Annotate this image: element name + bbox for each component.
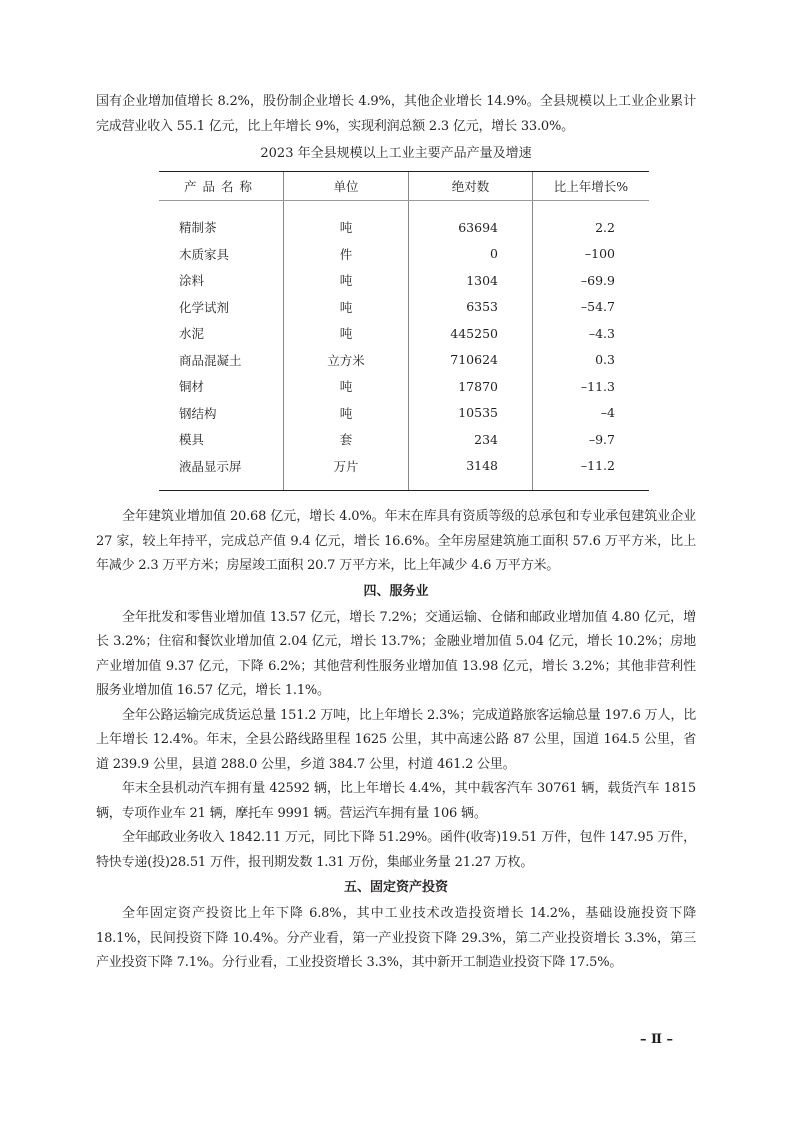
- cell-name: 化学试剂: [179, 299, 230, 315]
- cell-growth: 2.2: [533, 201, 650, 241]
- cell-unit: 吨: [284, 201, 409, 241]
- table-title: 2023 年全县规模以上工业主要产品产量及增速: [260, 146, 532, 161]
- page-number: – Ⅱ –: [640, 1032, 674, 1047]
- cell-unit: 吨: [284, 267, 409, 294]
- cell-absolute: 6353: [409, 294, 533, 321]
- cell-absolute: 710624: [409, 347, 533, 374]
- cell-growth: –69.9: [533, 267, 650, 294]
- table-row: [159, 294, 649, 321]
- cell-growth: –11.3: [533, 373, 650, 400]
- cell-growth: –11.2: [533, 453, 650, 491]
- cell-name: 精制茶: [179, 220, 217, 236]
- document-page: [96, 90, 696, 976]
- cell-name: 模具: [179, 432, 205, 448]
- construction-paragraph: 全年建筑业增加值 20.68 亿元，增长 4.0%。年末在库具有资质等级的总承包和专业承包建筑业企业 27 家，较上年持平，完成总产值 9.4 亿元，增长 16.6%。全年房屋建筑施工面积 57.6 万平方米，比上年减少 2.3 万平方米；房屋竣工面积 20.7 万平方米，比上年减少 4.6 万平方米。: [96, 509, 696, 573]
- cell-absolute: 63694: [409, 201, 533, 241]
- cell-unit: 吨: [284, 320, 409, 347]
- cell-unit: 吨: [284, 400, 409, 427]
- cell-name: 钢结构: [179, 405, 217, 421]
- section-heading-services: 四、服务业: [363, 583, 429, 599]
- table-row: [159, 267, 649, 294]
- cell-absolute: 234: [409, 426, 533, 453]
- cell-unit: 立方米: [284, 347, 409, 374]
- cell-growth: –4.3: [533, 320, 650, 347]
- cell-absolute: 3148: [409, 453, 533, 491]
- header-product-name: 产品名称: [159, 172, 284, 201]
- table-header-row: [159, 172, 649, 201]
- cell-absolute: 17870: [409, 373, 533, 400]
- cell-growth: –54.7: [533, 294, 650, 321]
- table-row: [159, 400, 649, 427]
- vehicles-paragraph: 年末全县机动汽车拥有量 42592 辆，比上年增长 4.4%，其中载客汽车 30761 辆，载货汽车 1815 辆，专项作业车 21 辆，摩托车 9991 辆。营运汽车拥有量 106 辆。: [96, 781, 696, 821]
- services-paragraph: 全年批发和零售业增加值 13.57 亿元，增长 7.2%；交通运输、仓储和邮政业增加值 4.80 亿元，增长 3.2%；住宿和餐饮业增加值 2.04 亿元，增长 13.7%；金融业增加值 5.04 亿元，增长 10.2%；房地产业增加值 9.37 亿元，下降 6.2%；其他营利性服务业增加值 13.98 亿元，增长 3.2%；其他非营利性服务业增加值 16.57 亿元，增长 1.1%。: [96, 609, 696, 698]
- cell-unit: 吨: [284, 294, 409, 321]
- cell-growth: –100: [533, 241, 650, 268]
- investment-paragraph: 全年固定资产投资比上年下降 6.8%，其中工业技术改造投资增长 14.2%，基础设施投资下降 18.1%，民间投资下降 10.4%。分产业看，第一产业投资下降 29.3%，第二产业投资增长 3.3%，第三产业投资下降 7.1%。分行业看，工业投资增长 3.3%，其中新开工制造业投资下降 17.5%。: [96, 906, 696, 970]
- section-heading-investment: 五、固定资产投资: [343, 880, 448, 895]
- cell-absolute: 10535: [409, 400, 533, 427]
- cell-unit: 套: [284, 426, 409, 453]
- cell-unit: 件: [284, 241, 409, 268]
- table-row: [159, 426, 649, 453]
- cell-growth: –4: [533, 400, 650, 427]
- header-growth: 比上年增长%: [533, 172, 650, 201]
- cell-name: 商品混凝土: [179, 352, 242, 368]
- product-output-table: [159, 171, 649, 491]
- header-absolute: 绝对数: [409, 172, 533, 201]
- cell-name: 水泥: [179, 326, 205, 342]
- road-transport-paragraph: 全年公路运输完成货运总量 151.2 万吨，比上年增长 2.3%；完成道路旅客运输总量 197.6 万人，比上年增长 12.4%。年末，全县公路线路里程 1625 公里，其中高速公路 87 公里，国道 164.5 公里，省道 239.9 公里，县道 288.0 公里，乡道 384.7 公里，村道 461.2 公里。: [96, 707, 696, 772]
- table-row: [159, 373, 649, 400]
- cell-name: 铜材: [179, 379, 205, 395]
- cell-absolute: 1304: [409, 267, 533, 294]
- table-row: [159, 201, 649, 241]
- cell-unit: 万片: [284, 453, 409, 491]
- intro-paragraph: 国有企业增加值增长 8.2%，股份制企业增长 4.9%，其他企业增长 14.9%。全县规模以上工业企业累计完成营业收入 55.1 亿元，比上年增长 9%，实现利润总额 2.3 亿元，增长 33.0%。: [96, 94, 696, 134]
- cell-growth: 0.3: [533, 347, 650, 374]
- table-row: [159, 241, 649, 268]
- cell-name: 木质家具: [179, 246, 230, 262]
- cell-absolute: 445250: [409, 320, 533, 347]
- cell-name: 液晶显示屏: [159, 453, 284, 491]
- table-row: [159, 320, 649, 347]
- cell-name: 涂料: [179, 273, 205, 289]
- cell-unit: 吨: [284, 373, 409, 400]
- postal-paragraph: 全年邮政业务收入 1842.11 万元，同比下降 51.29%。函件(收寄)19.51 万件，包件 147.95 万件，特快专递(投)28.51 万件，报刊期发数 1.31 万份，集邮业务量 21.27 万枚。: [96, 830, 696, 870]
- cell-growth: –9.7: [533, 426, 650, 453]
- table-row: [159, 347, 649, 374]
- table-row: [159, 453, 649, 491]
- cell-absolute: 0: [409, 241, 533, 268]
- header-unit: 单位: [284, 172, 409, 201]
